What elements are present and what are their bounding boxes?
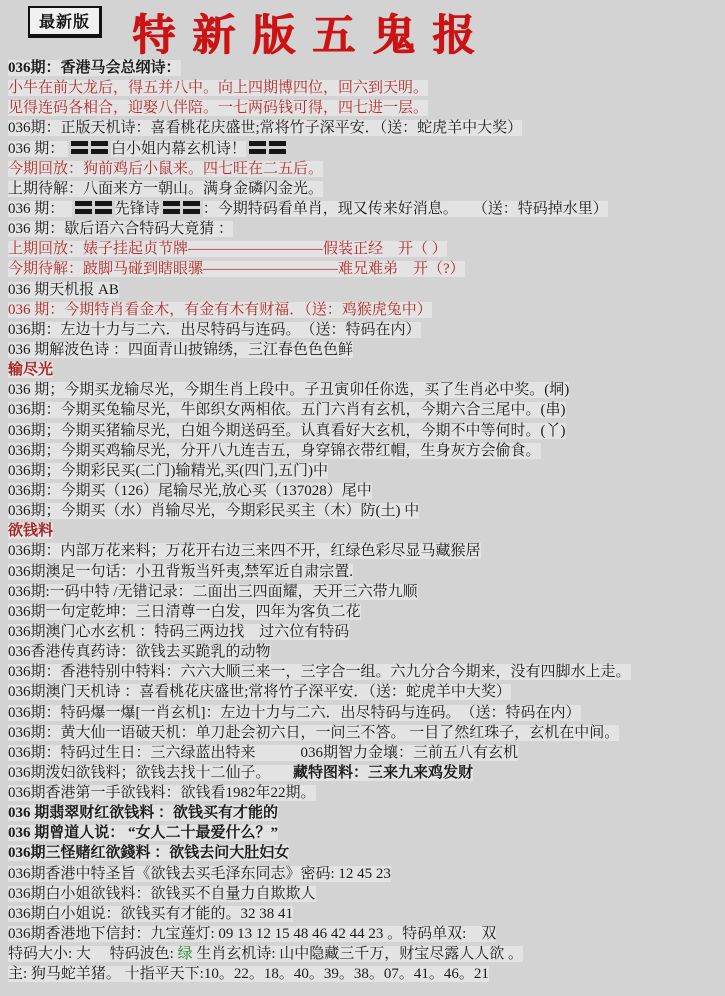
double-bar-icon [249,141,286,154]
report-line [0,541,725,561]
report-line [0,803,725,823]
report-text: 036 期翡翠财红欲钱料 ：欲钱买有才能的 [8,805,279,822]
report-line [0,843,725,863]
report-line [0,723,725,743]
report-text: 036 期：今期特肖看金木，有金有木有财福．（送：鸡猴虎兔中） [8,301,432,318]
report-text: ：今期特码看单肖，现又传来好消息。 （送：特码掉水里） [202,200,608,217]
report-text: 036期；今期彩民买(二门)输精光,买(四门,五门)中 [8,462,328,479]
report-line [0,360,725,380]
report-body [0,58,725,984]
report-line [0,582,725,602]
report-text: 今期回放：狗前鸡后小鼠来。四七旺在二五后。 [8,160,324,177]
report-line [0,199,725,219]
report-text: 绿 [177,946,193,963]
report-line [0,944,725,964]
report-text: 先锋诗 [114,200,160,217]
report-text: 036期：黄大仙一语破天机：单刀赴会初六日，一问三不答。 一目了然红珠子，玄机在中间。 [8,724,620,741]
report-text: 036 期天机报 AB [8,281,119,298]
report-text: 036期：特码过生日：三六绿蓝出特来 036期智力金壤：三前五八有玄机 [8,744,519,761]
report-text: 036期澳足一句话：小丑背叛当歼夷,禁军近自肃宗置. [8,563,354,580]
report-line [0,461,725,481]
report-text: 输尽光 [8,362,54,379]
report-text: 藏特图料：三来九来鸡发财 [293,764,474,781]
report-text: 036期澳门天机诗 ：喜看桃花庆盛世;常将竹子深平安．（送：蛇虎羊中大奖） [8,684,511,701]
report-text: 036期：香港马会总纲诗： [8,60,181,76]
report-line [0,642,725,662]
report-line [0,743,725,763]
report-text: 036期：香港特别中特料：六六大顺三来一，三字合一组。六九分合今期来，没有四脚水上走。 [8,664,631,681]
report-text: 036 期曾道人说： “女人二十最爱什么？” [8,825,279,842]
edition-badge: 最新版 [28,6,102,38]
report-line [0,622,725,642]
report-text: 036期：正版天机诗：喜看桃花庆盛世;常将竹子深平安．（送：蛇虎羊中大奖） [8,120,523,137]
report-line [0,78,725,98]
report-text: 036期香港中特圣旨《欲钱去买毛泽东同志》密码: 12 45 23 [8,865,391,882]
report-line [0,219,725,239]
report-line [0,118,725,138]
report-line [0,783,725,803]
report-line [0,320,725,340]
report-line [0,763,725,783]
report-line [0,682,725,702]
report-text: 小牛在前大龙后，得五并八中。向上四期博四位，回六到天明。 [8,80,429,97]
report-text: 036期；今期买猪输尽光，白姐今期送码至。认真看好大玄机，今期不中等何时。(丫) [8,422,566,439]
report-line [0,481,725,501]
report-line [0,703,725,723]
report-line [0,904,725,924]
report-text: 036期：特码爆一爆[一肖玄机]：左边十力与二六．出尽特码与连码。 （送：特码在内） [8,704,581,721]
report-text: 036期白小姐欲钱料：欲钱买不自量力自欺欺人 [8,885,316,902]
report-line [0,421,725,441]
double-bar-icon [163,201,200,214]
report-text: 036期:一码中特 /无错记录：二面出三四面耀，天开三六带九顺 [8,583,418,600]
report-text: 036期：左边十力与二六．出尽特码与连码。 （送：特码在内） [8,321,421,338]
report-line [0,340,725,360]
report-text: 036期；今期买鸡输尽光，分开八九连吉五，身穿锦衣带红帽，生身灰方会偷食。 [8,442,541,459]
report-line [0,501,725,521]
report-text: 白小姐内幕玄机诗！ [111,140,247,157]
report-line [0,884,725,904]
report-line [0,562,725,582]
report-line [0,864,725,884]
report-text: 036 期： [8,140,69,157]
double-bar-icon [75,201,112,214]
sheet-header [0,0,725,58]
report-line [0,280,725,300]
report-line [0,300,725,320]
report-text: 036期三怪赌红欲錢料 ：欲钱去问大肚妇女 [8,845,290,862]
report-text: 036 期解波色诗 ：四面青山披锦绣，三江春色色色鲜 [8,341,354,358]
double-bar-icon [71,141,108,154]
report-line [0,441,725,461]
report-text: 欲钱料 [8,523,54,540]
report-line [0,662,725,682]
report-line [0,521,725,541]
report-text: 036 期；今期买龙输尽光，今期生肖上段中。子丑寅卯任你选，买了生肖必中奖。(垌) [8,382,570,399]
page-title: 特新版五鬼报 [132,13,492,60]
report-line [0,602,725,622]
report-text: 036 期： [8,200,72,217]
report-line [0,924,725,944]
report-text: 036期泼妇欲钱料；欲钱去找十二仙子。 [8,764,294,781]
report-text: 036期：今期买兔输尽光，牛郎织女两相依。五门六肖有玄机，今期六合三尾中。(串) [8,402,566,419]
report-text: 036香港传真药诗：欲钱去买跪乳的动物 [8,644,271,661]
report-text: 见得连码各相合，迎娶八伴陪。一七两码钱可得，四七进一层。 [8,100,429,117]
report-line [0,823,725,843]
report-text: 036期；今期买（水）肖输尽光，今期彩民买主（木）防(土) 中 [8,503,420,520]
report-line [0,964,725,984]
report-line [0,139,725,159]
report-text: 上期回放：婊子挂起贞节牌—————————假装正经 开（ ） [8,241,447,258]
report-line [0,159,725,179]
report-text: 特码大小: 大 特码波色: [8,946,178,963]
report-text: 036 期：歇后语六合特码大竟猜 ： [8,221,234,238]
report-line [0,380,725,400]
report-line [0,58,725,78]
report-text: 上期待解：八面来方一朝山。满身金磷闪金光。 [8,180,324,197]
report-text: 036期香港第一手欲钱料：欲钱看1982年22期。 [8,785,316,802]
report-line [0,179,725,199]
report-text: 036期：内部万花来料；万花开右边三来四不开，红绿色彩尽显马藏猴居 [8,543,481,560]
report-line [0,98,725,118]
report-text: 036期香港地下信封：九宝莲灯: 09 13 12 15 48 46 42 44 23 。特码单双: 双 [8,926,497,943]
report-text: 036期一句定乾坤：三日清尊一白发，四年为客负二花 [8,603,361,620]
report-line [0,239,725,259]
report-text: 036期澳门心水玄机 ：特码三两边找 过六位有特码 [8,623,350,640]
report-text: 今期待解：跛脚马碰到瞎眼骡—————————难兄难弟 开（?） [8,261,465,278]
report-text: 036期：今期买（126）尾输尽光,放心买（137028）尾中 [8,482,372,499]
report-text: 036期白小姐说：欲钱买有才能的。32 38 41 [8,905,294,922]
report-line [0,400,725,420]
report-text: 生肖玄机诗: 山中隐藏三千万，财宝尽露人人欲 。 [192,946,524,963]
report-line [0,259,725,279]
report-text: 主: 狗马蛇羊猪。 十指平天下:10。22。18。40。39。38。07。41。46。21 [8,966,489,983]
